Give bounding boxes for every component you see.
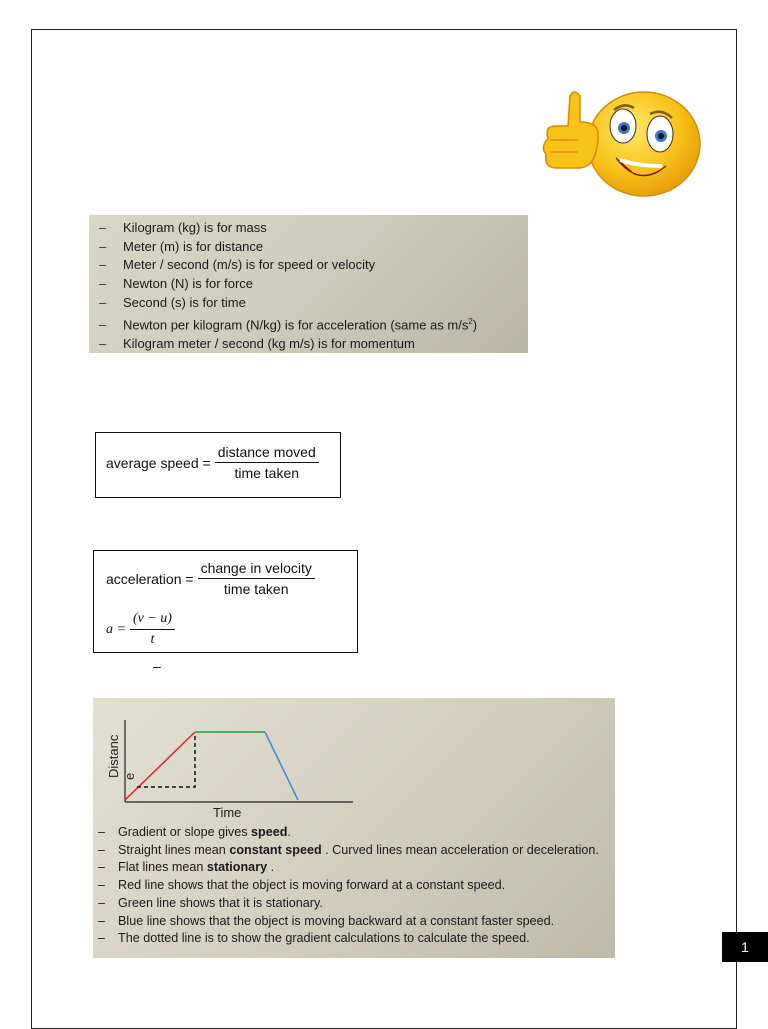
list-item: – Newton (N) is for force xyxy=(99,276,254,292)
y-axis-label-tail: e xyxy=(122,772,137,780)
distance-time-graph xyxy=(93,698,615,828)
formula-denominator: time taken xyxy=(223,581,289,597)
list-item: – Kilogram meter / second (kg m/s) is for momentum xyxy=(99,335,415,351)
formula-numerator: distance moved xyxy=(215,444,319,463)
list-item: – Flat lines mean stationary . xyxy=(98,860,275,875)
formula-lhs: acceleration = xyxy=(106,570,194,587)
units-list xyxy=(99,219,528,353)
stray-dash: – xyxy=(153,658,161,674)
formula-lhs: average speed = xyxy=(106,454,211,471)
list-item: – Straight lines mean constant speed . Curved lines mean acceleration or deceleration. xyxy=(98,842,599,857)
formula-numerator: change in velocity xyxy=(198,560,315,579)
list-item: – Gradient or slope gives speed. xyxy=(98,825,291,839)
red-line xyxy=(125,732,195,800)
distance-time-graph-panel xyxy=(93,698,615,958)
list-item: – Blue line shows that the object is moving backward at a constant faster speed. xyxy=(98,913,555,928)
list-item: – Meter (m) is for distance xyxy=(99,238,264,254)
x-axis-label: Time xyxy=(213,805,242,820)
acceleration-formula xyxy=(93,550,358,653)
list-item: – Meter / second (m/s) is for speed or velocity xyxy=(99,257,376,273)
list-item: – Green line shows that it is stationary. xyxy=(98,895,323,910)
y-axis-label: Distanc xyxy=(106,734,121,778)
thumbs-up-smiley-icon xyxy=(538,88,703,200)
symbolic-denominator: t xyxy=(150,632,155,647)
blue-line xyxy=(265,732,298,800)
formula-denominator: time taken xyxy=(234,465,300,481)
list-item: – Kilogram (kg) is for mass xyxy=(99,220,267,235)
list-item: – The dotted line is to show the gradient calculations to calculate the speed. xyxy=(98,931,530,946)
page-number: 1 xyxy=(722,932,768,962)
symbolic-lhs: a = xyxy=(106,621,126,637)
list-item: – Newton per kilogram (N/kg) is for acceleration (same as $m/s^2$) xyxy=(99,316,478,332)
list-item: – Red line shows that the object is moving forward at a constant speed. xyxy=(98,878,506,893)
graph-notes-list xyxy=(98,824,599,948)
average-speed-formula xyxy=(95,432,341,498)
list-item: – Second (s) is for time xyxy=(99,294,246,310)
units-panel xyxy=(89,215,528,353)
symbolic-numerator: (v − u) xyxy=(130,611,175,630)
